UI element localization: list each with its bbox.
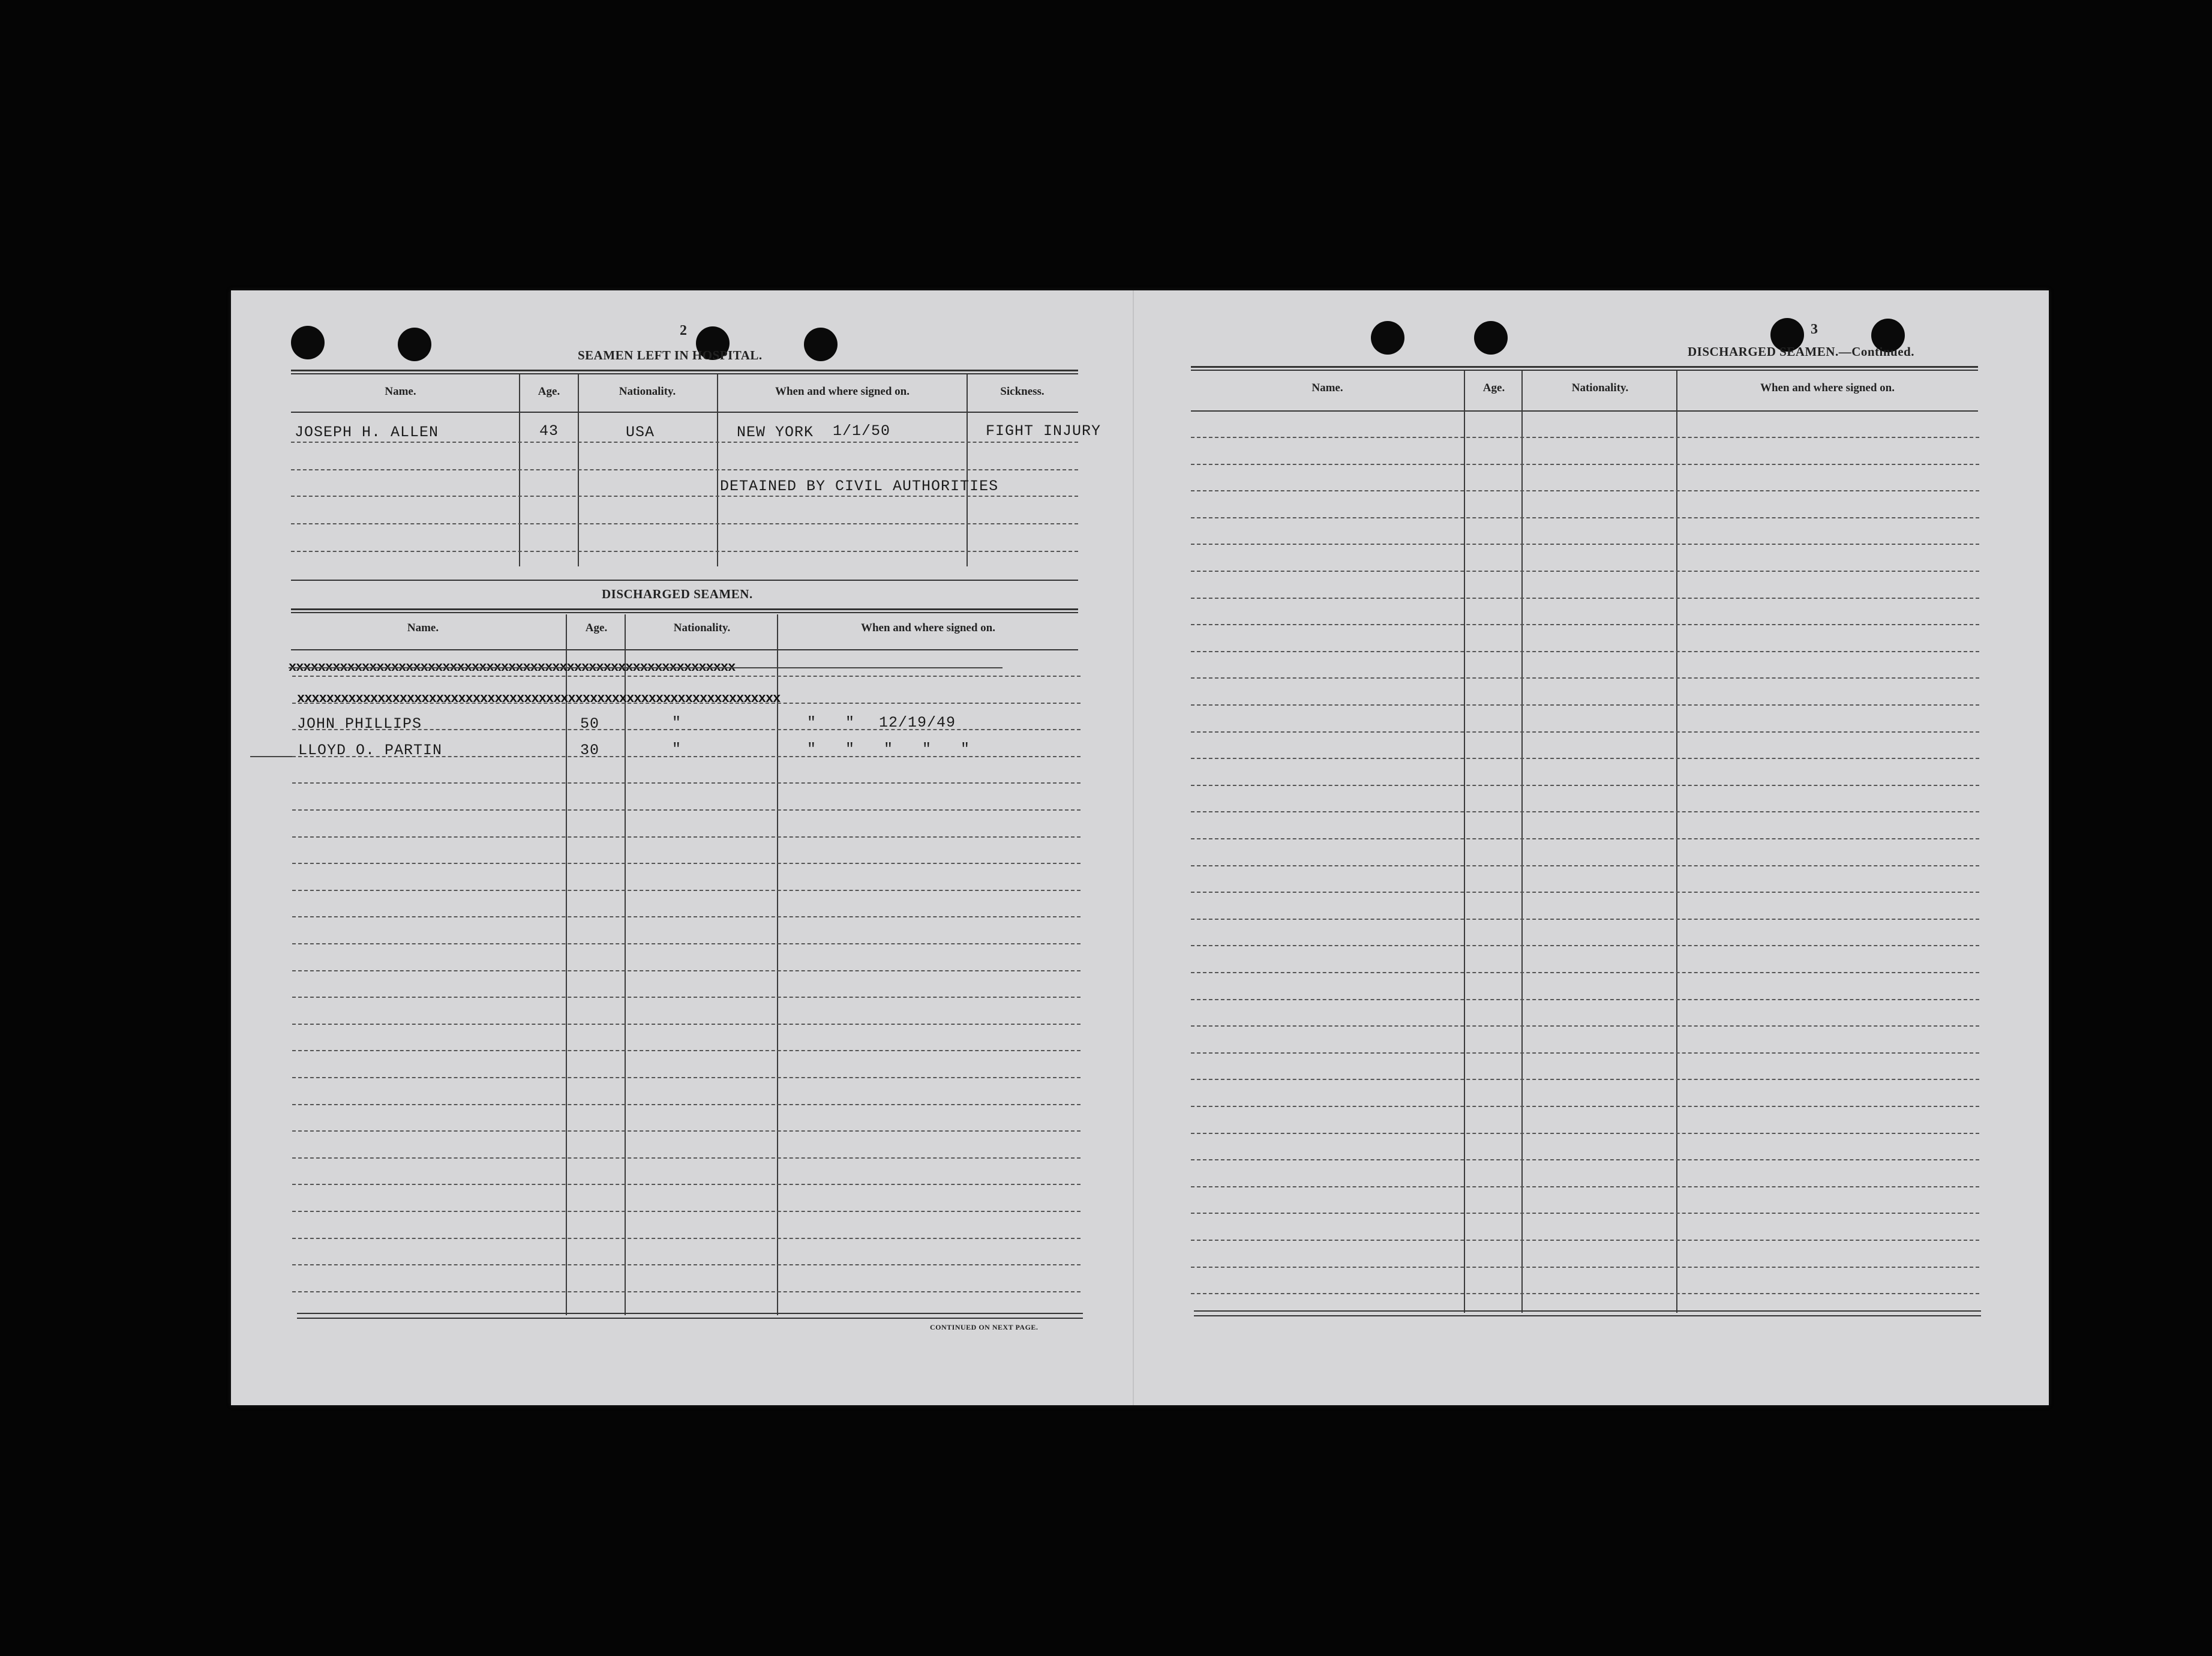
entry-line	[292, 1050, 1081, 1051]
hospital-col-nationality: Nationality.	[619, 385, 676, 398]
hospital-col-name: Name.	[385, 385, 416, 398]
entry-line	[1191, 1213, 1979, 1214]
discharged-age: 50	[580, 715, 600, 733]
struck-entry: xxxxxxxxxxxxxxxxxxxxxxxxxxxxxxxxxxxxxxxxxxxxxxxxxxxxxxxxxxxxxxxxxx	[297, 695, 781, 703]
entry-line	[1191, 544, 1979, 545]
entry-line	[291, 469, 1078, 470]
entry-line	[292, 1211, 1081, 1212]
hospital-nationality: USA	[626, 424, 655, 441]
discharged-place: " " " " "	[807, 740, 971, 758]
hospital-heading: SEAMEN LEFT IN HOSPITAL.	[578, 348, 763, 362]
entry-line	[292, 890, 1081, 891]
entry-line	[1191, 1293, 1979, 1294]
discharged-col-name: Name.	[407, 622, 439, 634]
record-sheet	[231, 290, 2049, 1405]
hospital-col-age: Age.	[538, 385, 560, 398]
entry-line	[1191, 1079, 1979, 1080]
entry-line	[1191, 571, 1979, 572]
discharged-name: LLOYD O. PARTIN	[298, 742, 443, 759]
entry-line	[1191, 598, 1979, 599]
right-page	[1134, 290, 2049, 1405]
right-col-nationality: Nationality.	[1571, 382, 1629, 394]
discharged-nationality: "	[672, 740, 682, 758]
continued-note: CONTINUED ON NEXT PAGE.	[930, 1323, 1039, 1331]
entry-line	[291, 442, 1078, 443]
entry-line	[292, 1024, 1081, 1025]
entry-line	[292, 1264, 1081, 1265]
entry-line	[1191, 704, 1979, 706]
entry-line	[292, 863, 1081, 864]
entry-line	[292, 1077, 1081, 1078]
entry-line	[1191, 1106, 1979, 1107]
entry-line	[1191, 919, 1979, 920]
entry-line	[1191, 1133, 1979, 1134]
entry-line	[291, 523, 1078, 524]
hospital-top-rule	[291, 370, 1078, 374]
entry-line	[292, 756, 1081, 757]
hospital-place: NEW YORK	[737, 424, 814, 441]
discharged-place: " "	[807, 714, 856, 731]
entry-line	[291, 551, 1078, 552]
entry-line	[292, 676, 1081, 677]
entry-line	[1191, 892, 1979, 893]
hospital-date: 1/1/50	[833, 422, 891, 440]
right-col-signed-on: When and where signed on.	[1760, 382, 1895, 394]
entry-line	[291, 496, 1078, 497]
entry-line	[1191, 1052, 1979, 1054]
left-page	[231, 290, 1133, 1405]
page-number: 2	[680, 323, 687, 338]
entry-line	[1191, 731, 1979, 733]
hospital-col-signed-on: When and where signed on.	[775, 385, 910, 398]
stray-pen-line	[250, 756, 292, 757]
struck-entry: xxxxxxxxxxxxxxxxxxxxxxxxxxxxxxxxxxxxxxxxxxxxxxxxxxxxxxxxxxxxx	[289, 664, 736, 672]
right-col-name: Name.	[1311, 382, 1343, 394]
entry-line	[292, 1291, 1081, 1292]
entry-line	[292, 1157, 1081, 1159]
hospital-sickness: FIGHT INJURY	[986, 422, 1102, 440]
column-divider	[777, 614, 778, 1315]
column-divider	[1464, 371, 1465, 1313]
column-divider	[519, 374, 520, 566]
entry-line	[292, 703, 1081, 704]
discharged-col-signed-on: When and where signed on.	[860, 622, 995, 634]
entry-line	[1191, 811, 1979, 812]
hospital-note: DETAINED BY CIVIL AUTHORITIES	[720, 478, 999, 495]
entry-line	[1191, 1267, 1979, 1268]
column-divider	[967, 374, 968, 566]
discharged-bottom-rule	[297, 1318, 1083, 1319]
hospital-name: JOSEPH H. ALLEN	[295, 424, 439, 441]
entry-line	[1191, 437, 1979, 438]
entry-line	[292, 1104, 1081, 1105]
entry-line	[292, 809, 1081, 811]
entry-line	[292, 970, 1081, 971]
entry-line	[1191, 624, 1979, 625]
discharged-nationality: "	[672, 714, 682, 731]
entry-line	[1191, 838, 1979, 839]
right-bottom-rule	[1194, 1310, 1981, 1312]
column-divider	[1521, 371, 1523, 1313]
discharged-age: 30	[580, 742, 600, 759]
column-divider	[1676, 371, 1677, 1313]
strike-line	[289, 667, 1003, 668]
entry-line	[1191, 785, 1979, 786]
page-number: 3	[1811, 322, 1818, 337]
hospital-header-rule	[291, 412, 1078, 413]
entry-line	[1191, 464, 1979, 465]
entry-line	[1191, 677, 1979, 679]
entry-line	[1191, 490, 1979, 491]
entry-line	[1191, 999, 1979, 1000]
entry-line	[292, 943, 1081, 944]
entry-line	[1191, 651, 1979, 652]
discharged-header-rule	[291, 649, 1078, 650]
entry-line	[1191, 1159, 1979, 1160]
entry-line	[292, 916, 1081, 917]
hospital-age: 43	[539, 422, 559, 440]
right-col-age: Age.	[1482, 382, 1505, 394]
column-divider	[566, 614, 567, 1315]
entry-line	[292, 997, 1081, 998]
hospital-col-sickness: Sickness.	[1000, 385, 1045, 398]
discharged-col-nationality: Nationality.	[673, 622, 731, 634]
right-header-rule	[1191, 410, 1978, 412]
entry-line	[292, 729, 1081, 730]
discharged-heading: DISCHARGED SEAMEN.	[602, 587, 753, 601]
right-bottom-rule	[1194, 1315, 1981, 1316]
entry-line	[1191, 1240, 1979, 1241]
column-divider	[717, 374, 718, 566]
discharged-heading-rule	[291, 608, 1078, 613]
entry-line	[292, 1130, 1081, 1132]
column-divider	[578, 374, 579, 566]
discharged-bottom-rule	[297, 1313, 1083, 1314]
discharged-col-age: Age.	[585, 622, 608, 634]
entry-line	[1191, 1186, 1979, 1187]
entry-line	[1191, 1025, 1979, 1027]
entry-line	[292, 1238, 1081, 1239]
entry-line	[1191, 972, 1979, 973]
entry-line	[1191, 865, 1979, 866]
right-top-rule	[1191, 366, 1978, 371]
discharged-date: 12/19/49	[879, 714, 956, 731]
discharged-top-rule	[291, 580, 1078, 581]
entry-line	[1191, 517, 1979, 518]
entry-line	[1191, 945, 1979, 946]
entry-line	[292, 782, 1081, 784]
entry-line	[292, 836, 1081, 838]
entry-line	[292, 1184, 1081, 1185]
column-divider	[625, 614, 626, 1315]
entry-line	[1191, 758, 1979, 759]
right-discharged-heading: DISCHARGED SEAMEN.—Continued.	[1688, 344, 1914, 359]
discharged-name: JOHN PHILLIPS	[297, 715, 422, 733]
